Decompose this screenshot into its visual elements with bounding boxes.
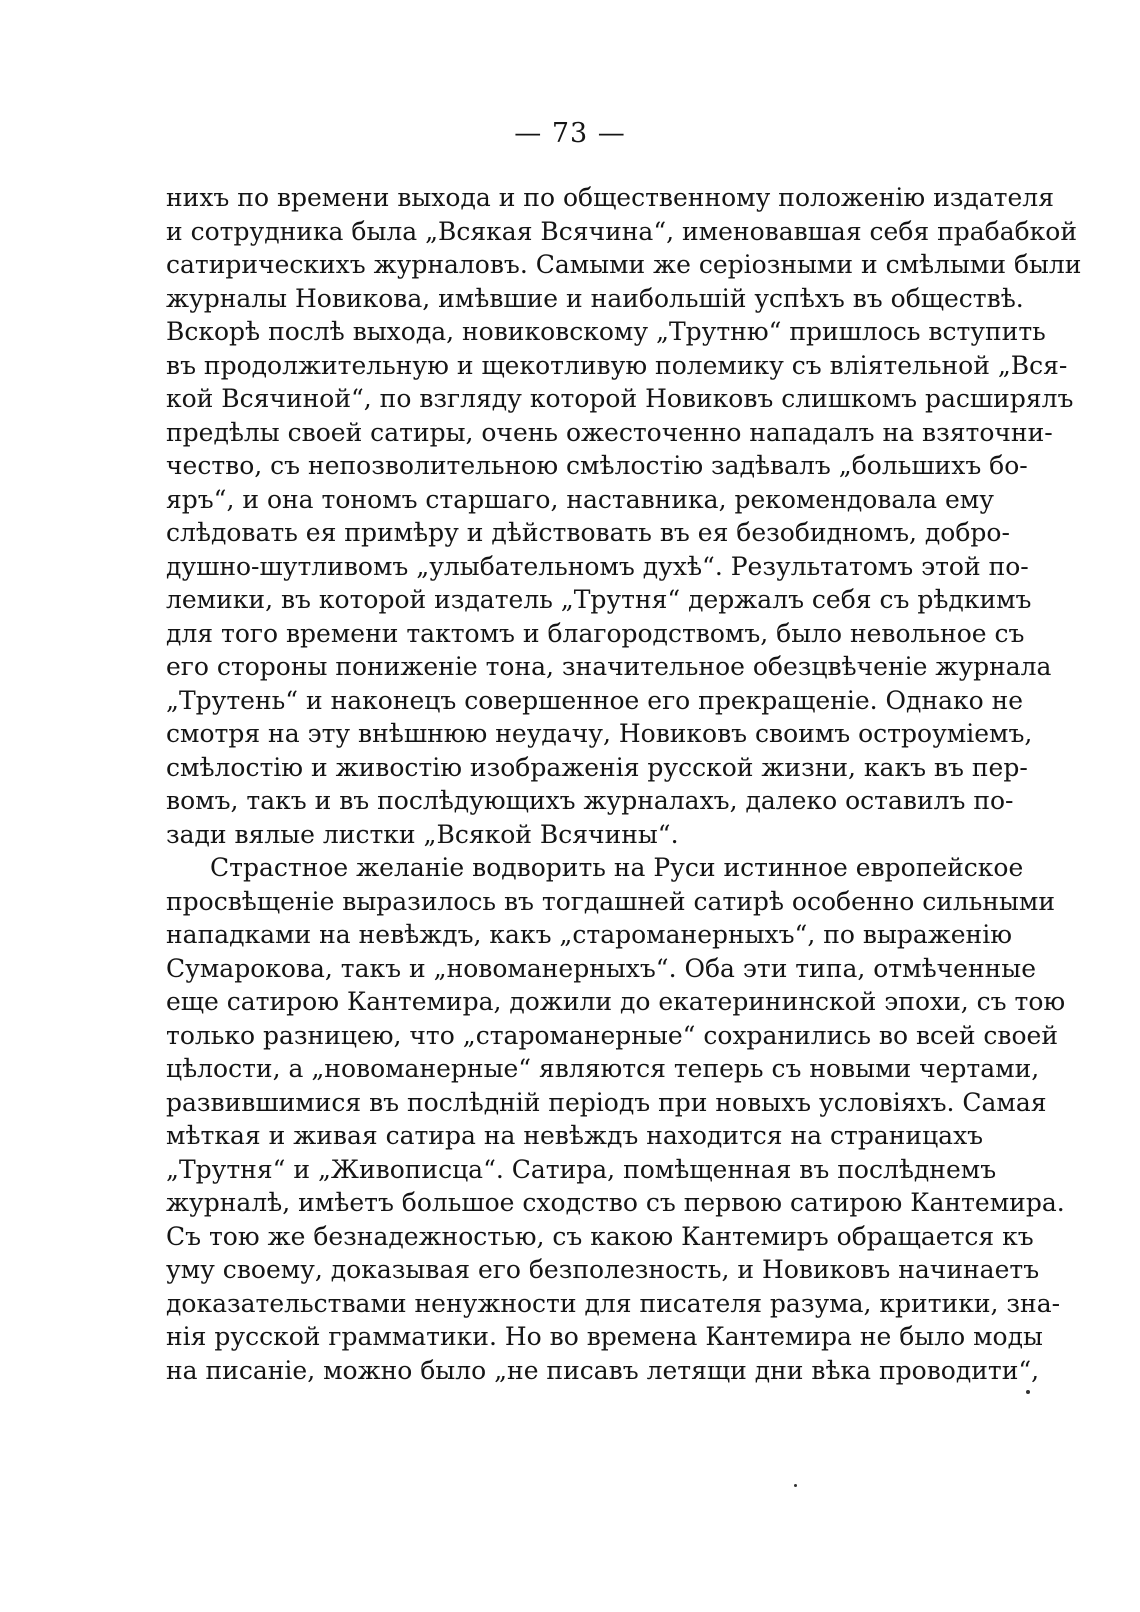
text-line: Страстное желанiе водворить на Руси истинное европейское xyxy=(210,853,1024,882)
scan-speck xyxy=(1026,1390,1030,1394)
text-line: уму своему, доказывая его безполезность, и Новиковъ начинаетъ xyxy=(166,1255,1040,1284)
page-number: — 73 — xyxy=(514,118,626,149)
text-line: для того времени тактомъ и благородствомъ, было невольное съ xyxy=(166,618,1025,648)
scan-speck xyxy=(794,1484,797,1487)
text-line: цѣлости, а „новоманерные“ являются теперь съ новыми чертами, xyxy=(166,1054,1040,1083)
text-line: Сумарокова, такъ и „новоманерныхъ“. Оба эти типа, отмѣченные xyxy=(166,953,1036,983)
text-line: доказательствами ненужности для писателя разума, критики, зна- xyxy=(166,1288,1061,1318)
text-line: яръ“, и она тономъ старшаго, наставника, рекомендовала ему xyxy=(166,484,994,514)
text-line: предѣлы своей сатиры, очень ожесточенно нападалъ на взяточни- xyxy=(166,417,1053,447)
text-line: „Трутень“ и наконецъ совершенное его прекращенiе. Однако не xyxy=(166,685,1024,715)
text-line: нiя русской грамматики. Но во времена Кантемира не было моды xyxy=(166,1322,1043,1351)
text-line: зади вялые листки „Всякой Всячины“. xyxy=(166,819,679,849)
text-line: и сотрудника была „Всякая Всячина“, именовавшая себя прабабкой xyxy=(166,216,1078,246)
text-line: Съ тою же безнадежностью, съ какою Кантемиръ обращается къ xyxy=(166,1221,1034,1251)
text-line: „Трутня“ и „Живописца“. Сатира, помѣщенная въ послѣднемъ xyxy=(166,1154,997,1184)
text-line: вомъ, такъ и въ послѣдующихъ журналахъ, далеко оставилъ по- xyxy=(166,786,1014,815)
paragraph-2 xyxy=(166,851,1066,1387)
text-line: смотря на эту внѣшнюю неудачу, Новиковъ своимъ остроумiемъ, xyxy=(166,719,1033,748)
text-line: лемики, въ которой издатель „Трутня“ держалъ себя съ рѣдкимъ xyxy=(166,585,1032,614)
text-line: сатирическихъ журналовъ. Самыми же серiозными и смѣлыми были xyxy=(166,250,1082,279)
text-line: на писанiе, можно было „не писавъ летящи дни вѣка проводити“, xyxy=(166,1355,1040,1385)
text-line: журналы Новикова, имѣвшие и наибольшiй успѣхъ въ обществѣ. xyxy=(166,283,1024,313)
text-line: журналѣ, имѣетъ большое сходство съ первою сатирою Кантемира. xyxy=(166,1188,1065,1217)
text-line: развившимися въ послѣднiй перiодъ при новыхъ условiяхъ. Самая xyxy=(166,1087,1047,1117)
text-line: его стороны пониженiе тона, значительное обезцвѣченiе журнала xyxy=(166,652,1052,681)
text-line: нападками на невѣждъ, какъ „староманерныхъ“, по выраженiю xyxy=(166,920,1012,949)
text-line: кой Всячиной“, по взгляду которой Новиковъ слишкомъ расширялъ xyxy=(166,384,1074,413)
text-line: душно-шутливомъ „улыбательномъ духѣ“. Результатомъ этой по- xyxy=(166,551,1029,581)
text-line: въ продолжительную и щекотливую полемику съ влiятельной „Вся- xyxy=(166,350,1068,380)
text-line: слѣдовать ея примѣру и дѣйствовать въ ея безобидномъ, добро- xyxy=(166,518,1010,547)
text-line: смѣлостiю и живостiю изображенiя русской жизни, какъ въ пер- xyxy=(166,752,1028,782)
text-line: только разницею, что „староманерные“ сохранились во всей своей xyxy=(166,1020,1059,1050)
text-line: просвѣщенiе выразилось въ тогдашней сатирѣ особенно сильными xyxy=(166,886,1056,916)
text-line: нихъ по времени выхода и по общественному положенiю издателя xyxy=(166,183,1054,212)
paragraph-1 xyxy=(166,181,1082,851)
text-line: Вскорѣ послѣ выхода, новиковскому „Трутню“ пришлось вступить xyxy=(166,317,1046,346)
text-line: чество, съ непозволительною смѣлостiю задѣвалъ „большихъ бо- xyxy=(166,451,1028,480)
text-line: еще сатирою Кантемира, дожили до екатерининской эпохи, съ тою xyxy=(166,987,1066,1016)
text-line: мѣткая и живая сатира на невѣждъ находится на страницахъ xyxy=(166,1121,984,1150)
